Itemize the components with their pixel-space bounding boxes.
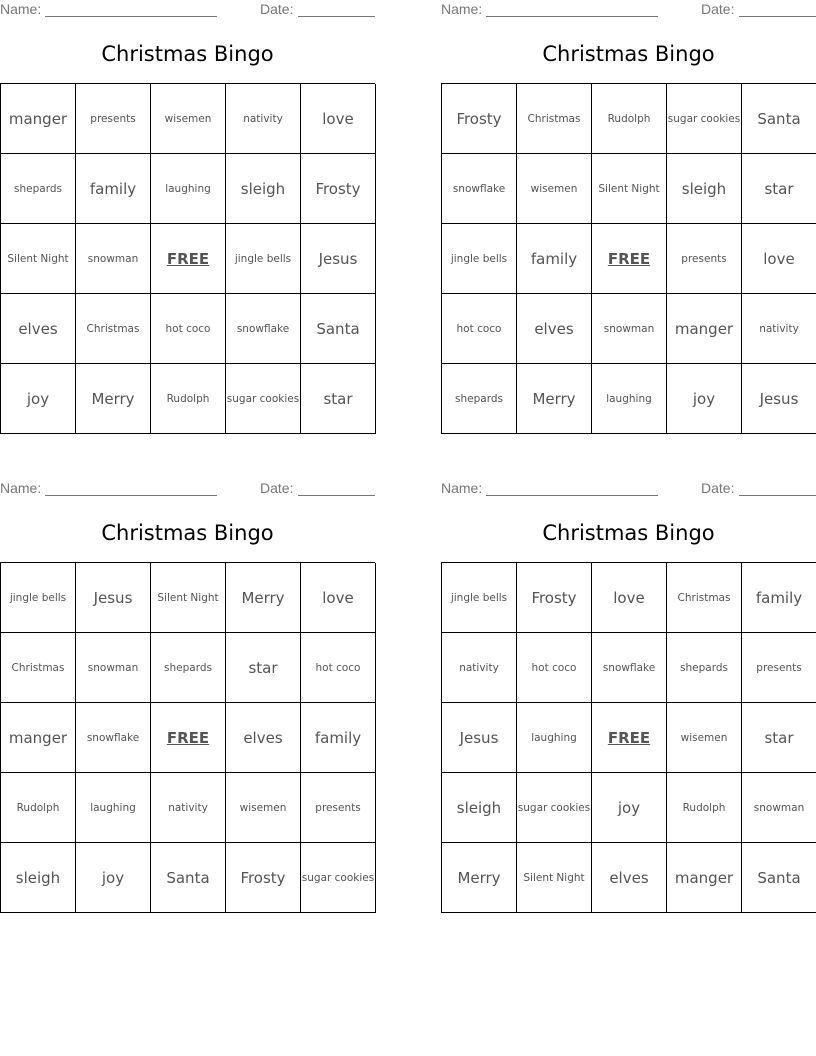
bingo-cell: snowflake bbox=[226, 294, 301, 364]
bingo-cell: jingle bells bbox=[442, 224, 517, 294]
bingo-cell: presents bbox=[742, 633, 816, 703]
bingo-cell: star bbox=[301, 364, 376, 434]
date-blank-line bbox=[298, 16, 375, 17]
bingo-cell: snowflake bbox=[442, 154, 517, 224]
bingo-cell: presents bbox=[76, 84, 151, 154]
bingo-grid bbox=[441, 562, 816, 913]
bingo-cell: Christmas bbox=[76, 294, 151, 364]
bingo-cell: laughing bbox=[76, 773, 151, 843]
bingo-cell: love bbox=[301, 84, 376, 154]
bingo-cell: nativity bbox=[442, 633, 517, 703]
bingo-cell: manger bbox=[1, 84, 76, 154]
bingo-card bbox=[441, 479, 816, 914]
bingo-cell: wisemen bbox=[151, 84, 226, 154]
card-header bbox=[441, 1, 816, 21]
bingo-cell: jingle bells bbox=[1, 563, 76, 633]
bingo-cell: elves bbox=[226, 703, 301, 773]
bingo-cell: wisemen bbox=[667, 703, 742, 773]
bingo-cell: family bbox=[742, 563, 816, 633]
bingo-cell: family bbox=[76, 154, 151, 224]
bingo-cell: joy bbox=[667, 364, 742, 434]
date-label: Date: bbox=[701, 1, 735, 17]
bingo-cell: Silent Night bbox=[592, 154, 667, 224]
bingo-card bbox=[0, 0, 375, 435]
bingo-cell: Santa bbox=[742, 843, 816, 913]
bingo-cell: Jesus bbox=[301, 224, 376, 294]
bingo-cell: Rudolph bbox=[151, 364, 226, 434]
card-title: Christmas Bingo bbox=[542, 42, 715, 66]
bingo-cell: star bbox=[742, 703, 816, 773]
date-label: Date: bbox=[260, 480, 294, 496]
bingo-cell: joy bbox=[76, 843, 151, 913]
bingo-cell: Santa bbox=[742, 84, 816, 154]
bingo-cell: hot coco bbox=[442, 294, 517, 364]
bingo-cell: laughing bbox=[592, 364, 667, 434]
bingo-cell: sleigh bbox=[442, 773, 517, 843]
bingo-cell: sugar cookies bbox=[517, 773, 592, 843]
date-label: Date: bbox=[260, 1, 294, 17]
bingo-cell: love bbox=[592, 563, 667, 633]
name-blank-line bbox=[486, 495, 658, 496]
bingo-cell: elves bbox=[592, 843, 667, 913]
bingo-cell: nativity bbox=[151, 773, 226, 843]
bingo-cell: Silent Night bbox=[517, 843, 592, 913]
bingo-cell: Rudolph bbox=[667, 773, 742, 843]
name-label: Name: bbox=[441, 1, 483, 17]
bingo-cell: wisemen bbox=[517, 154, 592, 224]
bingo-cell: elves bbox=[1, 294, 76, 364]
bingo-cell: Merry bbox=[226, 563, 301, 633]
bingo-cell: family bbox=[517, 224, 592, 294]
bingo-cell: star bbox=[226, 633, 301, 703]
free-space: FREE bbox=[151, 703, 226, 773]
bingo-cell: Christmas bbox=[667, 563, 742, 633]
bingo-cell: Christmas bbox=[517, 84, 592, 154]
bingo-cell: Rudolph bbox=[1, 773, 76, 843]
bingo-cell: nativity bbox=[742, 294, 816, 364]
bingo-cell: laughing bbox=[517, 703, 592, 773]
name-label: Name: bbox=[0, 1, 42, 17]
bingo-cell: joy bbox=[1, 364, 76, 434]
bingo-grid bbox=[441, 83, 816, 434]
bingo-cell: Silent Night bbox=[1, 224, 76, 294]
bingo-cell: snowflake bbox=[592, 633, 667, 703]
bingo-cell: sleigh bbox=[1, 843, 76, 913]
card-header bbox=[0, 480, 375, 500]
bingo-cell: joy bbox=[592, 773, 667, 843]
bingo-cell: snowflake bbox=[76, 703, 151, 773]
bingo-cell: snowman bbox=[76, 633, 151, 703]
card-title: Christmas Bingo bbox=[101, 42, 274, 66]
bingo-cell: star bbox=[742, 154, 816, 224]
bingo-card bbox=[0, 479, 375, 914]
name-label: Name: bbox=[0, 480, 42, 496]
bingo-cell: presents bbox=[301, 773, 376, 843]
date-blank-line bbox=[298, 495, 375, 496]
bingo-grid bbox=[0, 83, 375, 434]
name-label: Name: bbox=[441, 480, 483, 496]
bingo-cell: Merry bbox=[442, 843, 517, 913]
bingo-cell: Silent Night bbox=[151, 563, 226, 633]
bingo-cell: Santa bbox=[301, 294, 376, 364]
bingo-cell: elves bbox=[517, 294, 592, 364]
bingo-cell: sugar cookies bbox=[301, 843, 376, 913]
bingo-cell: wisemen bbox=[226, 773, 301, 843]
card-title: Christmas Bingo bbox=[101, 521, 274, 545]
bingo-cell: Merry bbox=[517, 364, 592, 434]
date-blank-line bbox=[739, 16, 816, 17]
bingo-card bbox=[441, 0, 816, 435]
bingo-cell: hot coco bbox=[151, 294, 226, 364]
bingo-cell: nativity bbox=[226, 84, 301, 154]
bingo-cell: Santa bbox=[151, 843, 226, 913]
bingo-cell: hot coco bbox=[301, 633, 376, 703]
bingo-cell: shepards bbox=[151, 633, 226, 703]
bingo-grid bbox=[0, 562, 375, 913]
bingo-cell: Frosty bbox=[301, 154, 376, 224]
bingo-cell: love bbox=[301, 563, 376, 633]
free-space: FREE bbox=[592, 224, 667, 294]
bingo-cell: Jesus bbox=[742, 364, 816, 434]
name-blank-line bbox=[45, 16, 217, 17]
bingo-cell: jingle bells bbox=[442, 563, 517, 633]
bingo-cell: snowman bbox=[76, 224, 151, 294]
bingo-cell: sleigh bbox=[667, 154, 742, 224]
bingo-cell: shepards bbox=[442, 364, 517, 434]
bingo-cell: manger bbox=[1, 703, 76, 773]
bingo-cell: family bbox=[301, 703, 376, 773]
bingo-cell: Frosty bbox=[226, 843, 301, 913]
bingo-cell: sugar cookies bbox=[667, 84, 742, 154]
bingo-cell: laughing bbox=[151, 154, 226, 224]
bingo-cell: snowman bbox=[742, 773, 816, 843]
bingo-cell: Jesus bbox=[442, 703, 517, 773]
bingo-cell: sleigh bbox=[226, 154, 301, 224]
bingo-cell: Rudolph bbox=[592, 84, 667, 154]
bingo-cell: sugar cookies bbox=[226, 364, 301, 434]
bingo-cell: manger bbox=[667, 294, 742, 364]
bingo-cell: Frosty bbox=[517, 563, 592, 633]
name-blank-line bbox=[486, 16, 658, 17]
bingo-cell: Frosty bbox=[442, 84, 517, 154]
name-blank-line bbox=[45, 495, 217, 496]
bingo-cell: jingle bells bbox=[226, 224, 301, 294]
bingo-cell: Christmas bbox=[1, 633, 76, 703]
free-space: FREE bbox=[151, 224, 226, 294]
bingo-cell: manger bbox=[667, 843, 742, 913]
bingo-cell: presents bbox=[667, 224, 742, 294]
bingo-cell: shepards bbox=[667, 633, 742, 703]
date-blank-line bbox=[739, 495, 816, 496]
bingo-cell: love bbox=[742, 224, 816, 294]
bingo-cell: snowman bbox=[592, 294, 667, 364]
card-title: Christmas Bingo bbox=[542, 521, 715, 545]
free-space: FREE bbox=[592, 703, 667, 773]
bingo-cell: shepards bbox=[1, 154, 76, 224]
card-header bbox=[0, 1, 375, 21]
date-label: Date: bbox=[701, 480, 735, 496]
bingo-cell: Merry bbox=[76, 364, 151, 434]
bingo-cell: Jesus bbox=[76, 563, 151, 633]
card-header bbox=[441, 480, 816, 500]
bingo-cell: hot coco bbox=[517, 633, 592, 703]
